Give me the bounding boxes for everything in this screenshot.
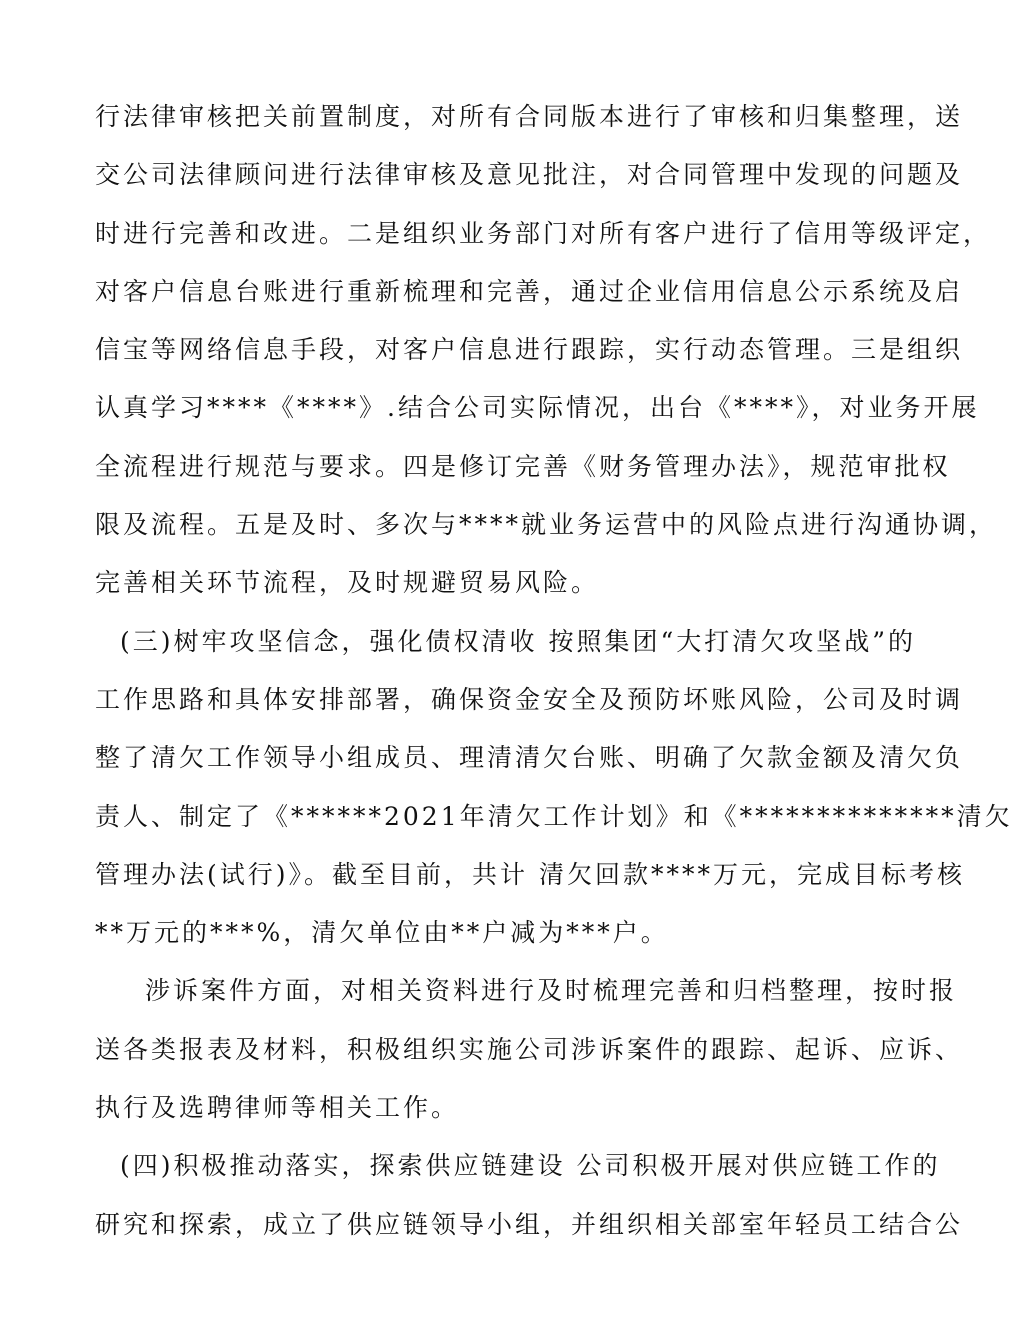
text-line: 整了清欠工作领导小组成员、理清清欠台账、明确了欠款金额及清欠负 [95,743,964,773]
text-line: 工作思路和具体安排部署，确保资金安全及预防坏账风险，公司及时调 [95,684,964,714]
text-line: 执行及选聘律师等相关工作。 [95,1093,460,1123]
document-body [95,92,1013,1258]
text-line: 行法律审核把关前置制度，对所有合同版本进行了审核和归集整理，送 [95,102,964,131]
text-line: 研究和探索，成立了供应链领导小组，并组织相关部室年轻员工结合公 [95,1209,964,1239]
text-line: **万元的***%，清欠单位由**户减为***户。 [95,918,669,948]
paragraph-heading-line: (四)积极推动落实，探索供应链建设 公司积极开展对供应链工作的 [120,1151,941,1181]
text-line: 限及流程。五是及时、多次与****就业务运营中的风险点进行沟通协调， [95,510,998,540]
paragraph-heading-line: (三)树牢攻坚信念，强化债权清收 按照集团“大打清欠攻坚战”的 [120,626,917,656]
text-line: 责人、制定了《******2021年清欠工作计划》和《**************清欠 [95,801,1013,831]
text-line: 送各类报表及材料，积极组织实施公司涉诉案件的跟踪、起诉、应诉、 [95,1034,964,1064]
text-line: 对客户信息台账进行重新梳理和完善，通过企业信用信息公示系统及启 [95,276,964,306]
paragraph-start-line: 涉诉案件方面，对相关资料进行及时梳理完善和归档整理，按时报 [145,976,958,1006]
text-line: 交公司法律顾问进行法律审核及意见批注，对合同管理中发现的问题及 [95,160,964,190]
text-line: 管理办法(试行)》。截至目前，共计 清欠回款****万元，完成目标考核 [95,859,965,889]
text-line: 认真学习****《****》.结合公司实际情况，出台《****》，对业务开展 [95,393,980,423]
text-line: 信宝等网络信息手段，对客户信息进行跟踪，实行动态管理。三是组织 [95,335,964,365]
text-line: 全流程进行规范与要求。四是修订完善《财务管理办法》，规范审批权 [95,451,951,481]
text-line: 时进行完善和改进。二是组织业务部门对所有客户进行了信用等级评定， [95,218,992,248]
text-line: 完善相关环节流程，及时规避贸易风险。 [95,568,600,598]
